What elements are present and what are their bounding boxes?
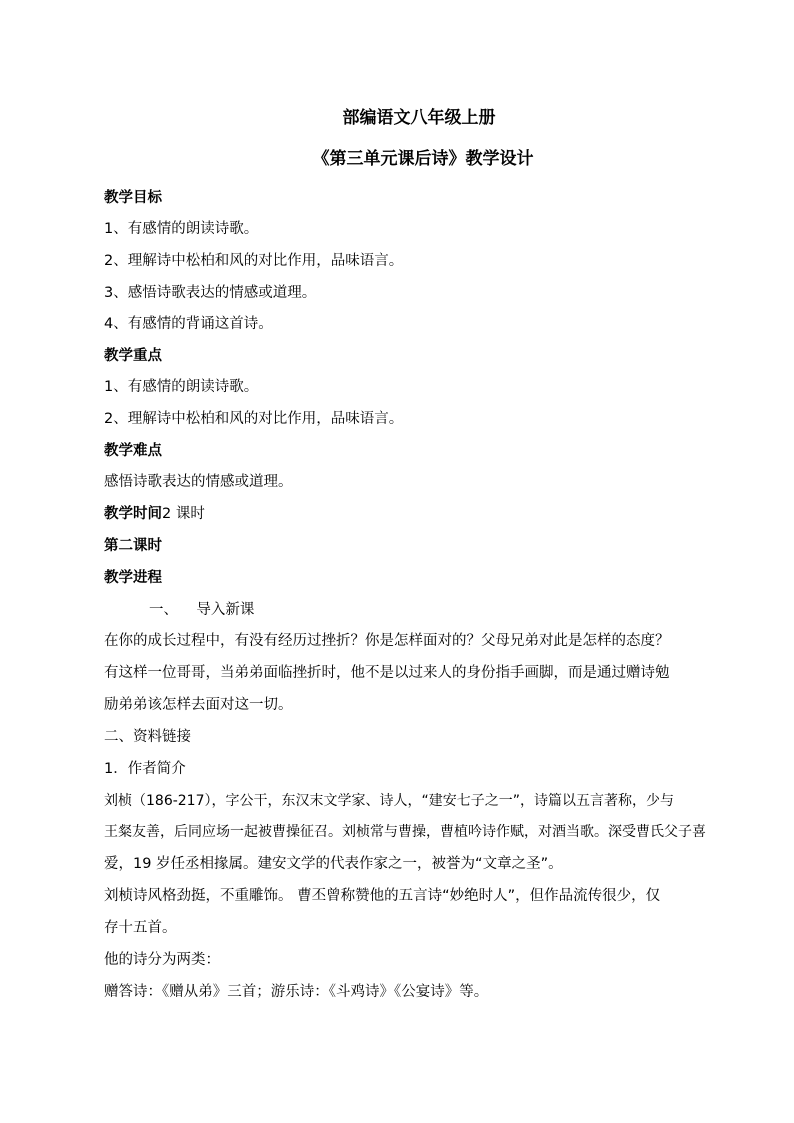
section-resources-heading: 二、资料链接 (104, 729, 191, 745)
doc-title-grade: 部编语文八年级上册 (342, 108, 496, 128)
key-heading: 教学重点 (104, 348, 162, 364)
intro-paragraph-line: 有这样一位哥哥，当弟弟面临挫折时，他不是以过来人的身份指手画脚，而是通过赠诗勉 (104, 665, 670, 681)
intro-paragraph-line: 励弟弟该怎样去面对这一切。 (104, 697, 293, 713)
key-item: 2、理解诗中松柏和风的对比作用，品味语言。 (104, 411, 404, 427)
bio-line: 爱，19 岁任丞相掾属。建安文学的代表作家之一，被誉为“文章之圣”。 (104, 856, 563, 872)
difficulty-text: 感悟诗歌表达的情感或道理。 (104, 474, 293, 490)
doc-title-lesson: 《第三单元课后诗》教学设计 (312, 149, 534, 169)
style-line: 存十五首。 (104, 920, 177, 936)
objective-item: 3、感悟诗歌表达的情感或道理。 (104, 285, 317, 301)
section-intro-heading: 一、 导入新课 (149, 602, 255, 618)
difficulty-heading: 教学难点 (104, 443, 162, 459)
objective-item: 1、有感情的朗读诗歌。 (104, 221, 259, 237)
objectives-heading: 教学目标 (104, 190, 162, 206)
objective-item: 4、有感情的背诵这首诗。 (104, 316, 273, 332)
works-line: 赠答诗：《赠从弟》三首；游乐诗：《斗鸡诗》《公宴诗》等。 (104, 984, 489, 1000)
style-line: 刘桢诗风格劲挺，不重雕饰。 曹丕曾称赞他的五言诗“妙绝时人”，但作品流传很少，仅 (104, 888, 661, 904)
lesson-heading: 第二课时 (104, 538, 162, 554)
author-intro-heading: 1．作者简介 (104, 761, 186, 777)
bio-line: 王粲友善，后同应场一起被曹操征召。刘桢常与曹操，曹植吟诗作赋，对酒当歌。深受曹氏父子喜 (104, 824, 706, 840)
objective-item: 2、理解诗中松柏和风的对比作用，品味语言。 (104, 253, 404, 269)
intro-question: 在你的成长过程中，有没有经历过挫折？你是怎样面对的？父母兄弟对此是怎样的态度？ (104, 633, 670, 649)
time-row (104, 504, 205, 524)
process-heading: 教学进程 (104, 570, 162, 586)
time-heading: 教学时间 (104, 506, 162, 522)
time-value: 2 课时 (162, 506, 205, 522)
key-item: 1、有感情的朗读诗歌。 (104, 379, 259, 395)
classes-line: 他的诗分为两类： (104, 952, 220, 968)
bio-line: 刘桢（186-217），字公干，东汉末文学家、诗人，“建安七子之一”，诗篇以五言著称，少与 (104, 793, 674, 809)
